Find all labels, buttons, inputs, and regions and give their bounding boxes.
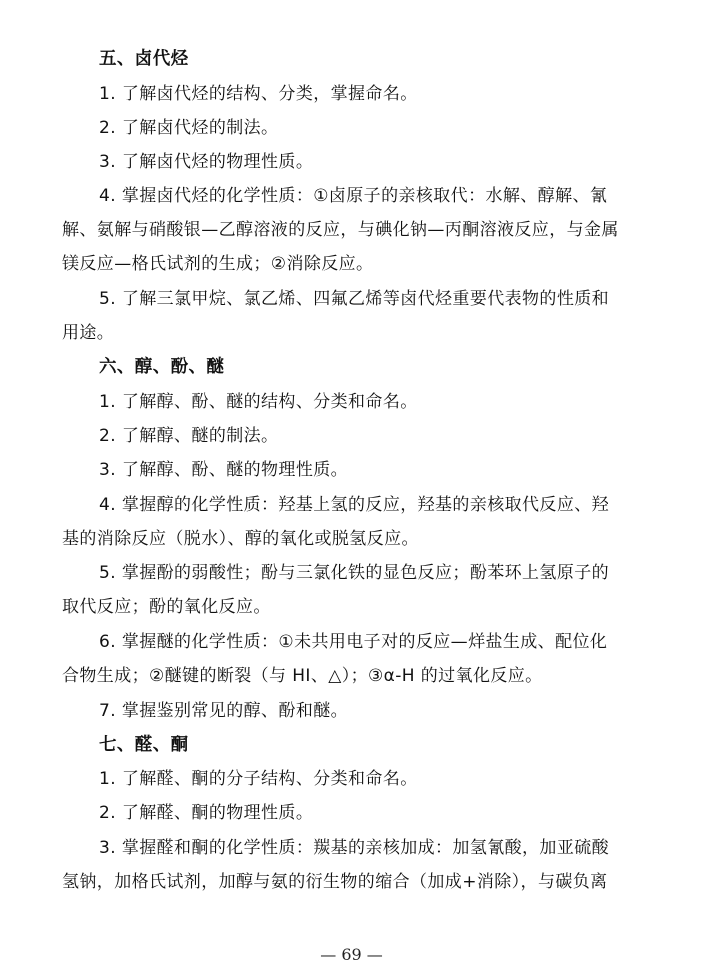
paragraph-line: 2. 了解卤代烃的制法。 <box>99 118 279 138</box>
paragraph-line: 5. 了解三氯甲烷、氯乙烯、四氟乙烯等卤代烃重要代表物的性质和 <box>99 289 610 309</box>
paragraph-line: 氢钠，加格氏试剂，加醇与氨的衍生物的缩合（加成+消除），与碳负离 <box>62 872 608 892</box>
section-heading-alcohols: 六、醇、酚、醚 <box>99 357 225 377</box>
paragraph-line: 3. 了解醇、酚、醚的物理性质。 <box>99 460 349 480</box>
page-number: — 69 — <box>320 945 383 964</box>
paragraph-line: 2. 了解醇、醚的制法。 <box>99 426 279 446</box>
section-heading-aldehydes: 七、醛、酮 <box>99 735 189 755</box>
paragraph-line: 5. 掌握酚的弱酸性；酚与三氯化铁的显色反应；酚苯环上氢原子的 <box>99 563 610 583</box>
paragraph-line: 1. 了解醇、酚、醚的结构、分类和命名。 <box>99 392 418 412</box>
paragraph-line: 取代反应；酚的氧化反应。 <box>62 597 271 617</box>
paragraph-line: 合物生成；②醚键的断裂（与 HI、△）；③α-H 的过氧化反应。 <box>62 666 543 686</box>
paragraph-line: 7. 掌握鉴别常见的醇、酚和醚。 <box>99 701 349 721</box>
paragraph-line: 1. 了解卤代烃的结构、分类，掌握命名。 <box>99 84 418 104</box>
paragraph-line: 镁反应—格氏试剂的生成；②消除反应。 <box>62 254 374 274</box>
paragraph-line: 2. 了解醛、酮的物理性质。 <box>99 803 314 823</box>
paragraph-line: 基的消除反应（脱水）、醇的氧化或脱氢反应。 <box>62 529 419 549</box>
section-heading-haloalkanes: 五、卤代烃 <box>99 49 189 69</box>
paragraph-line: 4. 掌握卤代烃的化学性质：①卤原子的亲核取代：水解、醇解、氰 <box>99 186 608 206</box>
paragraph-line: 3. 掌握醛和酮的化学性质：羰基的亲核加成：加氢氰酸，加亚硫酸 <box>99 838 610 858</box>
paragraph-line: 3. 了解卤代烃的物理性质。 <box>99 152 314 172</box>
paragraph-line: 用途。 <box>62 323 115 343</box>
paragraph-line: 1. 了解醛、酮的分子结构、分类和命名。 <box>99 769 418 789</box>
paragraph-line: 解、氨解与硝酸银—乙醇溶液的反应，与碘化钠—丙酮溶液反应，与金属 <box>62 220 619 240</box>
paragraph-line: 4. 掌握醇的化学性质：羟基上氢的反应，羟基的亲核取代反应、羟 <box>99 495 610 515</box>
paragraph-line: 6. 掌握醚的化学性质：①未共用电子对的反应—烊盐生成、配位化 <box>99 632 608 652</box>
